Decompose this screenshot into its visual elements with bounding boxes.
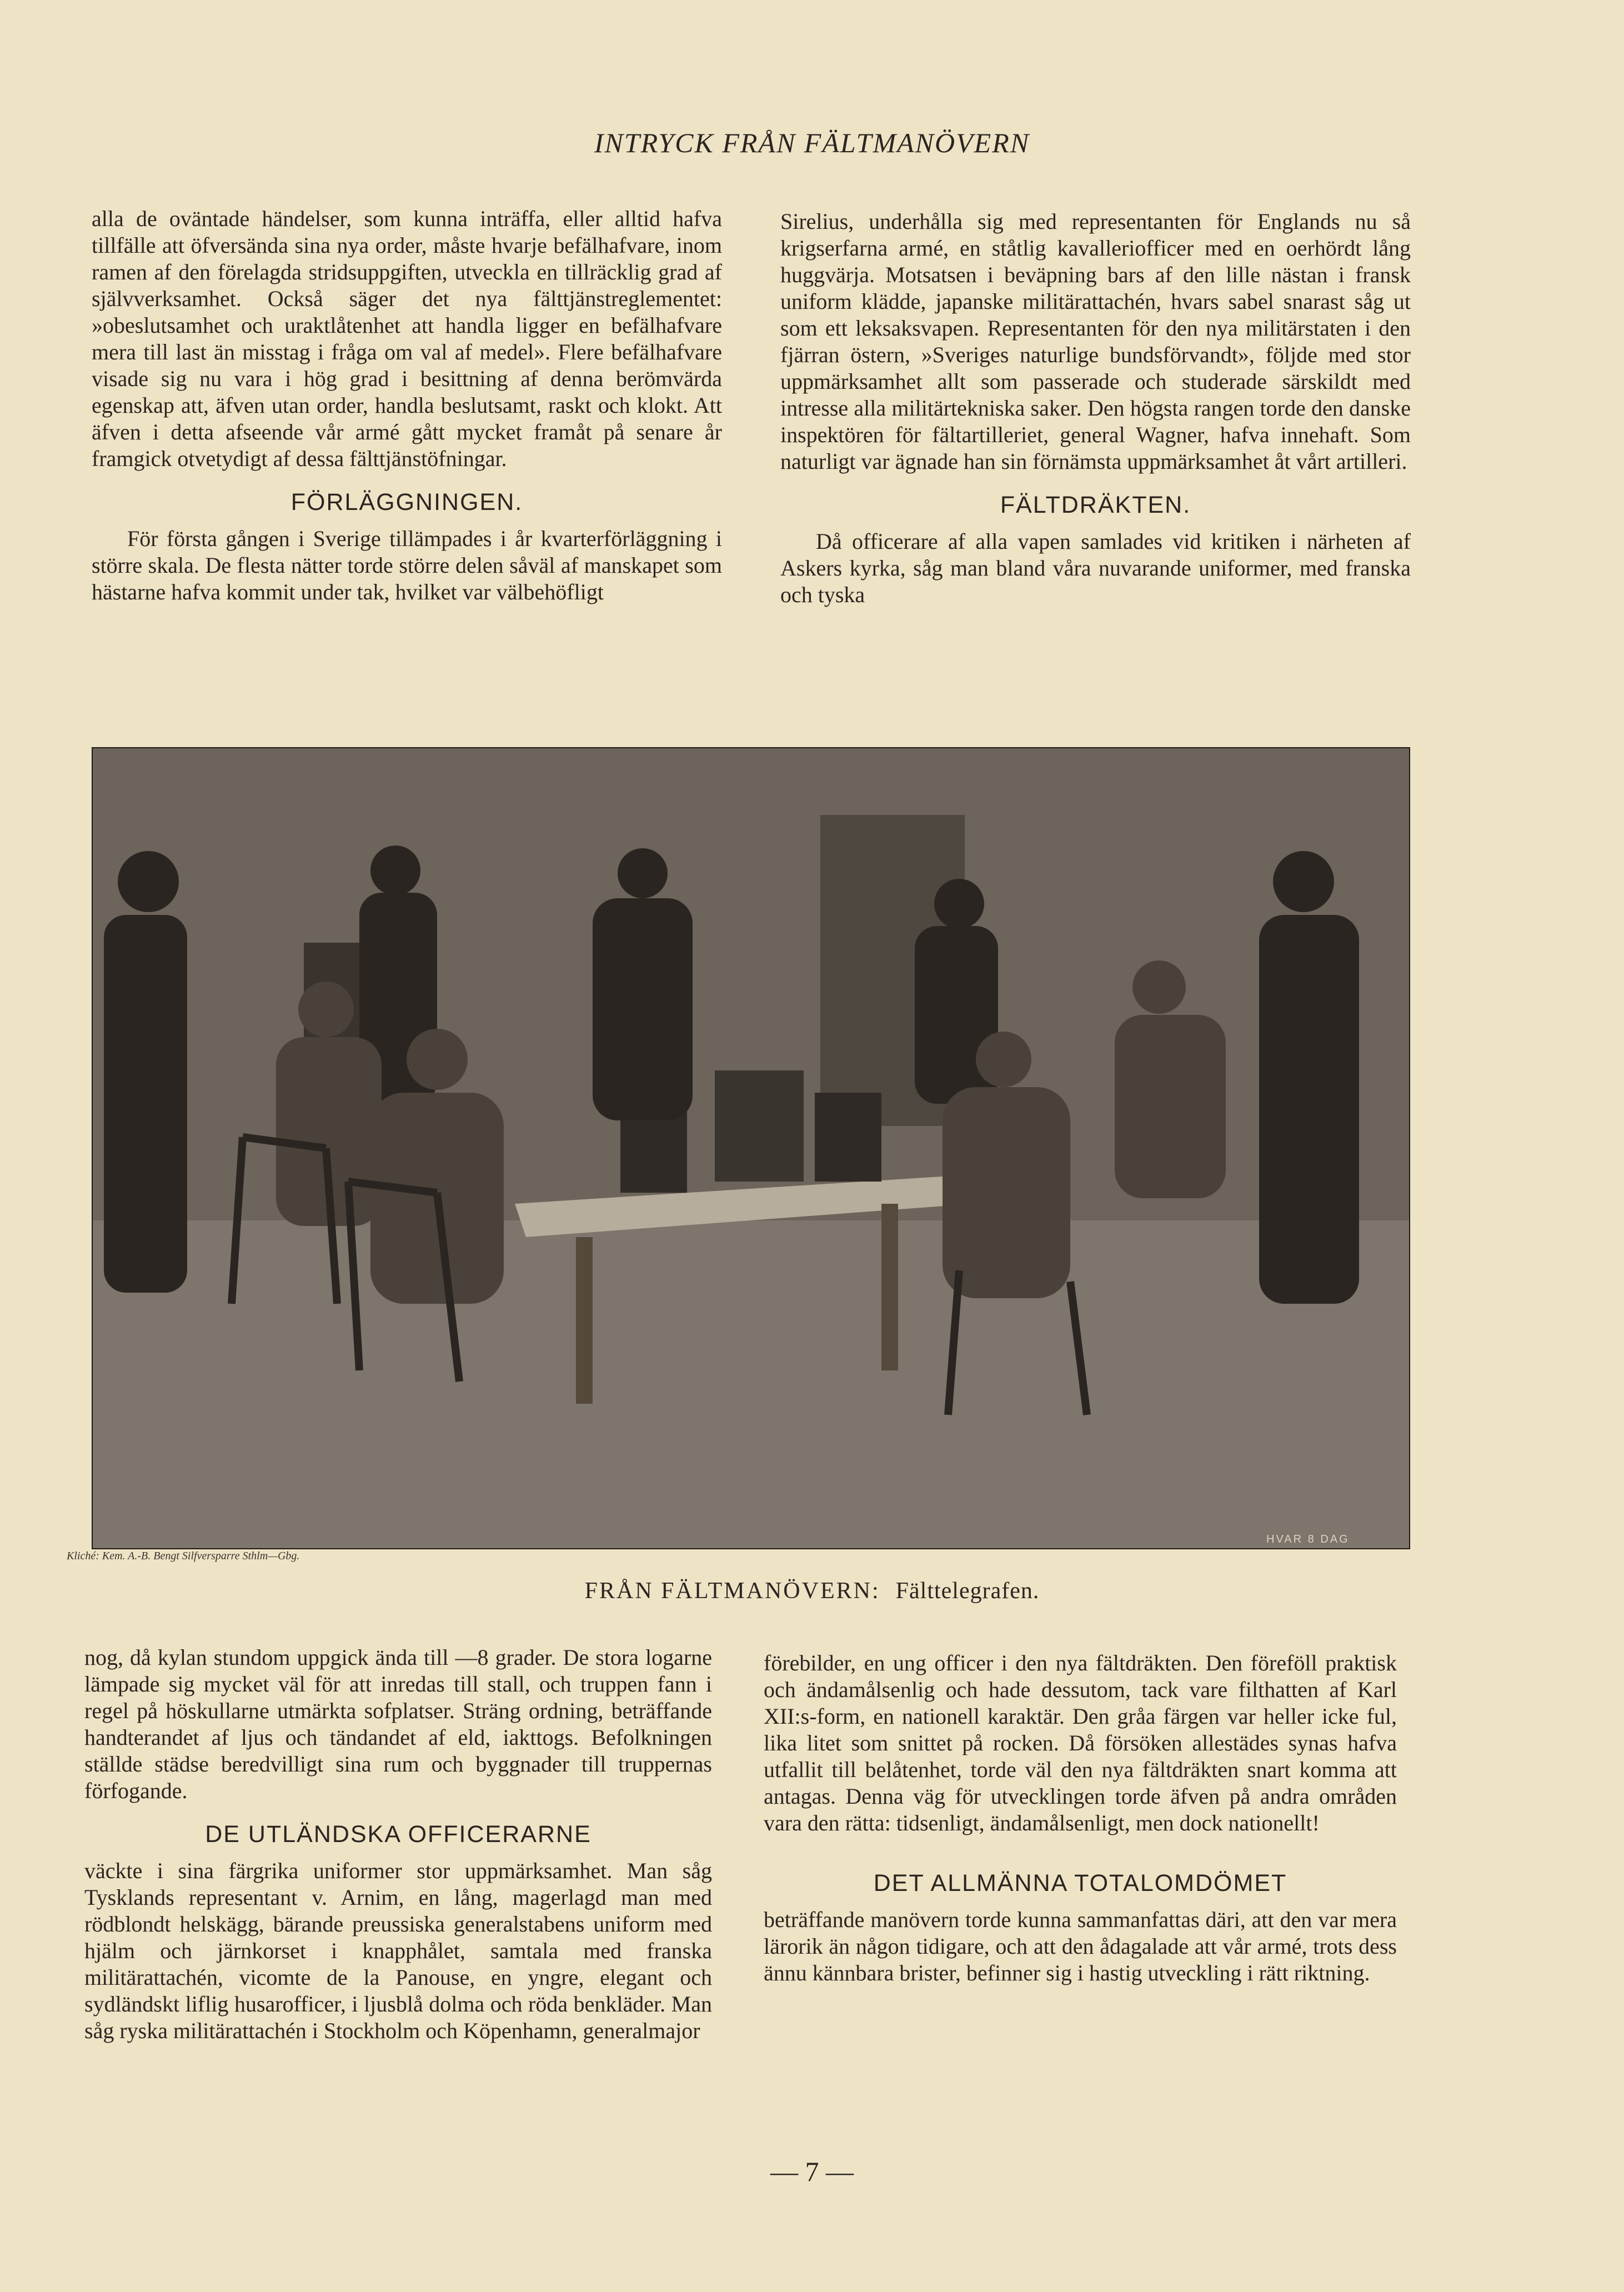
column-1-section: För första gången i Sverige tillämpades i år kvarterförläggning i större skala. De flesta nätter torde större delen såväl af manskapet som hästarne hafva kommit under tak, hvilket var välbehöfligt	[92, 526, 722, 604]
column-3-section: väckte i sina färgrika uniformer stor uppmärksamhet. Man såg Tysklands representant v. Arnim, en lång, magerlagd man med rödblondt helskägg, bärande preussiska generalstabens uniform med hjälm och järnkorset i knapphålet, samtala med franska militärattachén, vicomte de la Panouse, en yngre, elegant och sydländskt liflig husarofficer, i ljusblå dolma och röda benkläder. Man såg ryska militärattachén i Stockholm och Köpenhamn, generalmajor	[84, 1858, 712, 2043]
photograph-field-telegraph	[92, 747, 1410, 1549]
heading-utlandska-officerarne: DE UTLÄNDSKA OFFICERARNE	[205, 1821, 592, 1848]
photo-caption	[0, 1578, 1624, 1604]
photograph-illustration	[93, 748, 1409, 1548]
column-1	[92, 206, 722, 605]
heading-allmanna-totalomdomet: DET ALLMÄNNA TOTALOMDÖMET	[873, 1870, 1287, 1896]
column-4	[764, 1650, 1397, 1986]
column-1-intro: alla de oväntade händelser, som kunna inträffa, eller alltid hafva tillfälle att öfversända sina nya order, måste hvarje befälhafvare, inom ramen af den förelagda stridsuppgiften, utveckla en tillräcklig grad af självverksamhet. Också säger det nya fälttjänstreglementet: »obeslutsamhet och uraktlåtenhet att handla ligger en befälhafvare mera till last än misstag i fråga om val af medel». Flere befälhafvare visade sig nu vara i hög grad i besittning af denna berömvärda egenskap att, äfven utan order, handla beslutsamt, raskt och klokt. Att äfven i detta afseende vår armé gått mycket framåt på senare år framgick otvetydigt af dessa fälttjänstöfningar.	[92, 206, 722, 471]
photo-watermark: HVAR 8 DAG	[1266, 1533, 1350, 1545]
heading-forlaggningen: FÖRLÄGGNINGEN.	[290, 489, 523, 516]
caption-subject: Fälttelegrafen.	[895, 1578, 1040, 1604]
column-2-section: Då officerare af alla vapen samlades vid kritiken i närheten af Askers kyrka, såg man bland våra nuvarande uniformer, med franska och tyska	[780, 529, 1411, 607]
column-3	[84, 1644, 712, 2044]
column-4-intro: förebilder, en ung officer i den nya fältdräkten. Den föreföll praktisk och ändamålsenlig och hade dessutom, tack vare filthatten af Karl XII:s-form, en nationell karaktär. Den gråa färgen var heller icke ful, lika litet som snittet på rocken. Då försöken allestädes synas hafva utfallit till belåtenhet, torde väl den nya fältdräkten snart komma att antagas. Denna väg för utvecklingen torde äfven på andra områden vara den rätta: tidsenligt, ändamålsenligt, men dock nationellt!	[764, 1650, 1397, 1835]
column-2-intro: Sirelius, underhålla sig med representanten för Englands nu så krigserfarna armé, en ståtlig kavalleriofficer med en oerhördt lång huggvärja. Motsatsen i beväpning bars af den lille nästan i fransk uniform klädde, japanske militärattachén, hvars sabel snarast såg ut som ett leksaksvapen. Representanten för den nya militärstaten i den fjärran östern, »Sveriges naturlige bundsförvandt», följde med stor uppmärksamhet allt som passerade och studerade särskildt med intresse alla militärtekniska saker. Den högsta rangen torde den danske inspektören för fältartilleriet, general Wagner, hafva innehaft. Som naturligt var ägnade han sin förnämsta uppmärksamhet åt vårt artilleri.	[780, 209, 1411, 474]
caption-title: FRÅN FÄLTMANÖVERN:	[584, 1578, 880, 1604]
page-number: — 7 —	[770, 2156, 854, 2187]
column-3-intro: nog, då kylan stundom uppgick ända till —8 grader. De stora logarne lämpade sig mycket väl för att inredas till stall, och truppen fann i regel på höskullarne utmärkta sofplatser. Sträng ordning, beträffande handterandet af ljus och tändandet af eld, iakttogs. Befolkningen ställde städse beredvilligt sina rum och byggnader till truppernas förfogande.	[84, 1645, 712, 1803]
column-4-section: beträffande manövern torde kunna sammanfattas däri, att den var mera lärorik än någon tidigare, och att den ådagalade att vår armé, trots dess ännu kännbara brister, befinner sig i hastig utveckling i rätt riktning.	[764, 1907, 1397, 1985]
heading-faltdrakten: FÄLTDRÄKTEN.	[1000, 492, 1191, 518]
running-head: INTRYCK FRÅN FÄLTMANÖVERN	[594, 127, 1030, 158]
column-2	[780, 208, 1411, 608]
photo-credit: Kliché: Kem. A.-B. Bengt Silfversparre Sthlm—Gbg.	[67, 1550, 300, 1562]
